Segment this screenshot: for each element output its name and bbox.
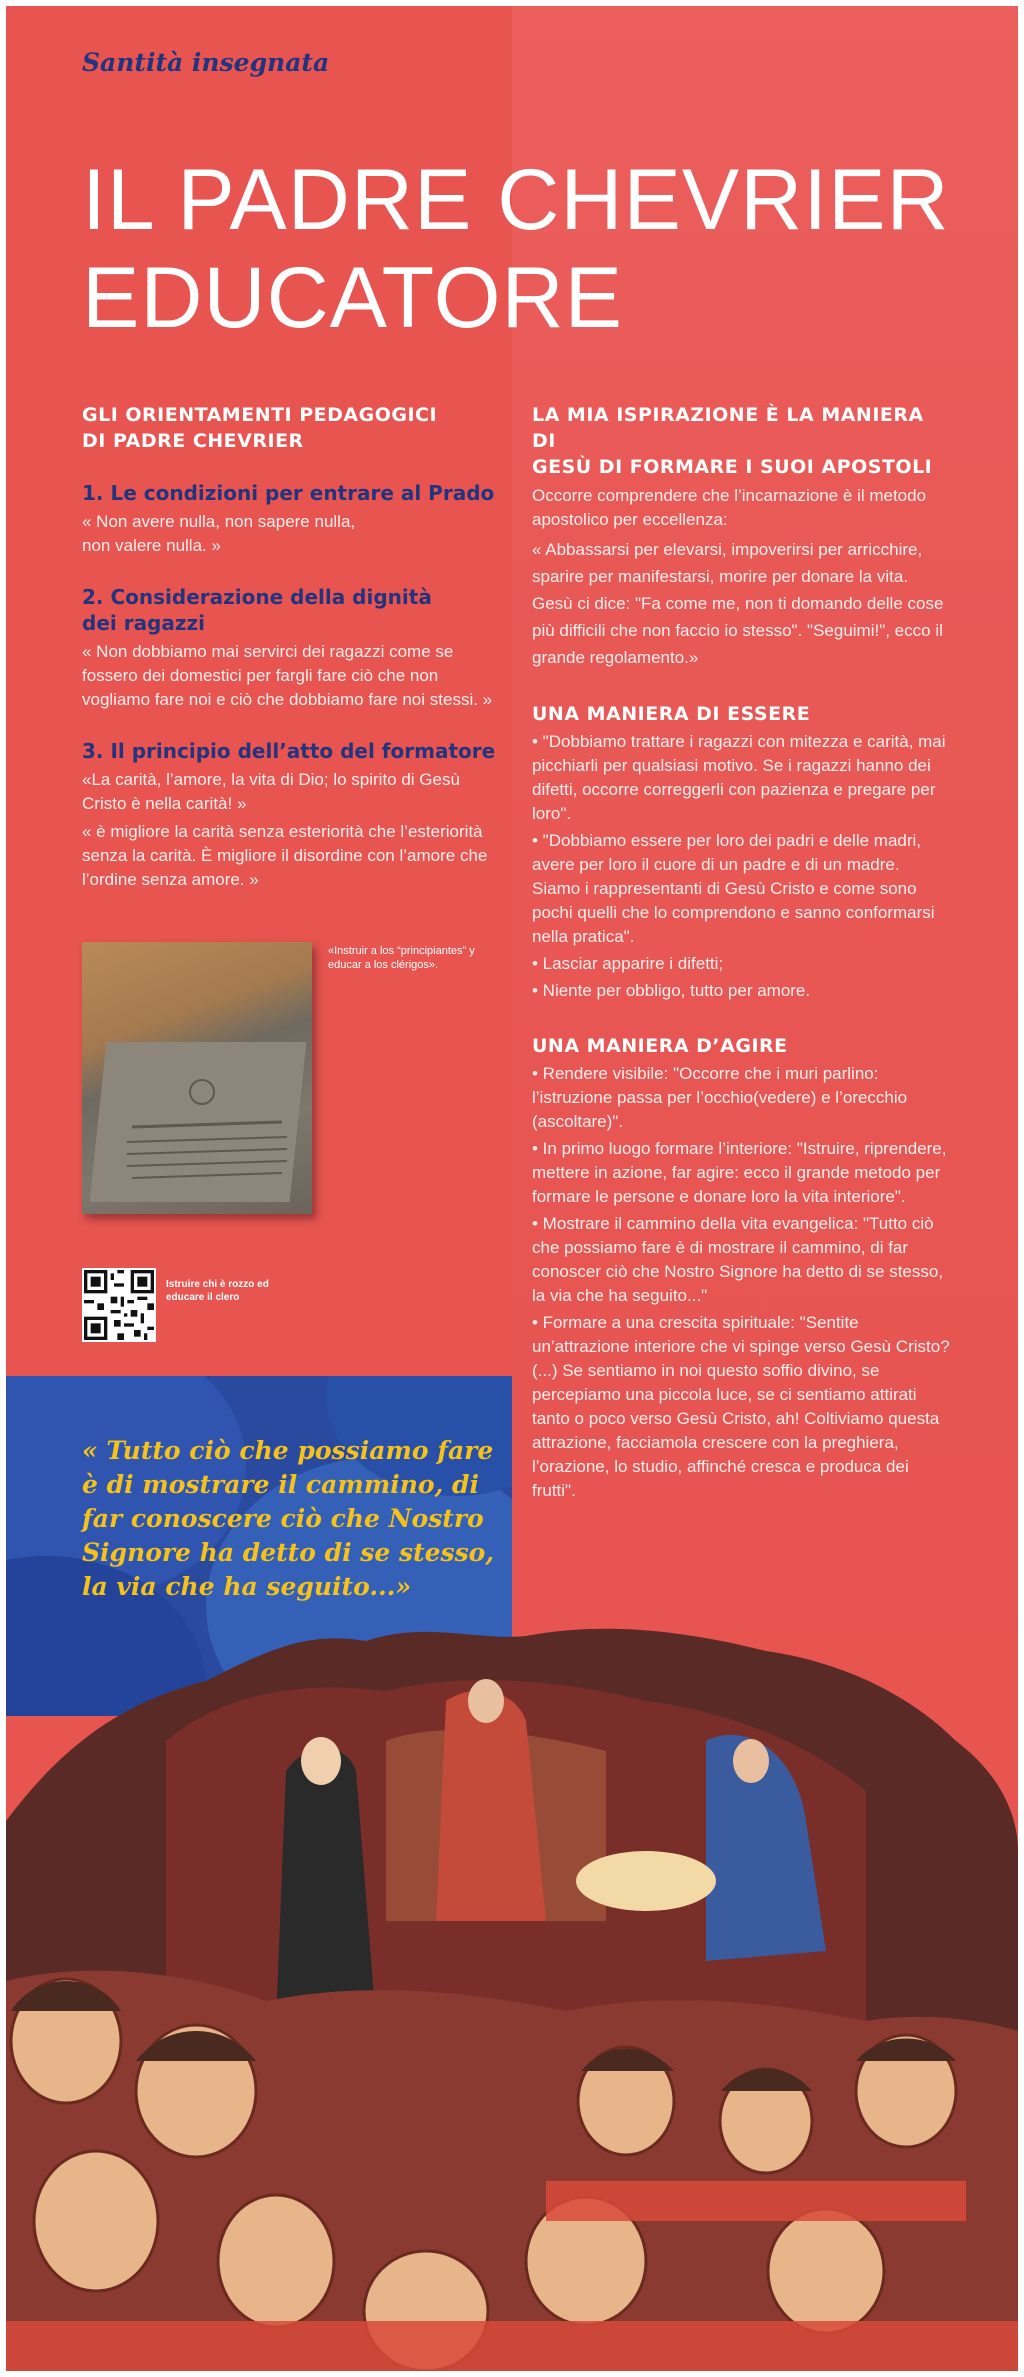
list-item: • Niente per obbligo, tutto per amore. <box>532 981 811 1000</box>
list-item: • Formare a una crescita spirituale: "Sentite un’attrazione interiore che vi spinge verso Gesù Cristo? (...) Se sentiamo in noi questo soffio divino, se percepiamo una piccola luce, se ci sentiamo attirati tanto o poco verso Gesù Cristo, ah! Coltiviamo questa attrazione, facciamola crescere con la preghiera, l’orazione, lo studio, affinché cresca e produca dei frutti". <box>532 1313 950 1500</box>
plaque-engraving <box>82 942 312 1214</box>
list-item: • Rendere visibile: "Occorre che i muri parlino: l’istruzione passa per l’occhio(vedere) e l’orecchio (ascoltare)". <box>532 1064 908 1131</box>
section-2-heading: UNA MANIERA DI ESSERE <box>532 703 811 725</box>
qr-caption: Istruire chi è rozzo ed educare il clero <box>166 1279 269 1303</box>
left-column <box>82 402 502 892</box>
list-item: • In primo luogo formare l’interiore: "Istruire, riprendere, mettere in azione, far agire: ecco il grande metodo per formare le persone e donare loro la vita interiore". <box>532 1139 947 1206</box>
list-item: • Lasciar apparire i difetti; <box>532 954 724 973</box>
series-title: Santità insegnata <box>82 48 330 77</box>
section-1-heading-line-2: GESÙ DI FORMARE I SUOI APOSTOLI <box>532 456 933 478</box>
section-3-heading: UNA MANIERA D’AGIRE <box>532 1035 788 1057</box>
left-heading-line-1: GLI ORIENTAMENTI PEDAGOGICI <box>82 404 438 426</box>
photo-caption: «Instruir a los “principiantes” y educar a los clérigos». <box>328 945 475 971</box>
item-1-title: 1. Le condizioni per entrare al Prado <box>82 481 495 505</box>
item-2-title: 2. Considerazione della dignità dei ragazzi <box>82 585 432 635</box>
title-line-2: EDUCATORE <box>82 250 623 346</box>
item-3-text-1: «La carità, l’amore, la vita di Dio; lo spirito di Gesù Cristo è nella carità! » <box>82 770 460 813</box>
list-item: • "Dobbiamo trattare i ragazzi con mitezza e carità, mai picchiarli per qualsiasi motivo. Se i ragazzi hanno dei difetti, occorre correggerli con pazienza e pregare per loro". <box>532 732 946 823</box>
right-column <box>532 402 952 1503</box>
left-heading-line-2: DI PADRE CHEVRIER <box>82 430 304 452</box>
section-1-heading-line-1: LA MIA ISPIRAZIONE È LA MANIERA DI <box>532 404 924 452</box>
title-line-1: IL PADRE CHEVRIER <box>82 152 950 248</box>
poster <box>6 6 1018 2371</box>
item-1-text: « Non avere nulla, non sapere nulla, non valere nulla. » <box>82 512 356 555</box>
pull-quote: « Tutto ciò che possiamo fare è di mostrare il cammino, di far conoscere ciò che Nostro Signore ha detto di se stesso, la via che ha seguito...» <box>82 1436 495 1601</box>
item-3-title: 3. Il principio dell’atto del formatore <box>82 739 496 763</box>
list-item: • "Dobbiamo essere per loro dei padri e delle madri, avere per loro il cuore di un padre e di un madre. Siamo i rappresentanti di Gesù Cristo e come sono pochi quelli che lo comprendono e sanno conformarsi nella pratica". <box>532 831 935 946</box>
qr-code-icon[interactable] <box>82 1268 156 1342</box>
list-item: • Mostrare il cammino della vita evangelica: "Tutto ciò che possiamo fare è di mostrare il cammino, di far conoscer ciò che Nostro Signore ha detto di se stesso, la via che ha seguito..." <box>532 1214 944 1305</box>
qr-pattern <box>84 1270 154 1340</box>
section-1-text-1: Occorre comprendere che l’incarnazione è il metodo apostolico per eccellenza: <box>532 486 927 529</box>
page-title <box>82 151 982 347</box>
section-1-text-2: « Abbassarsi per elevarsi, impoverirsi per arricchire, sparire per manifestarsi, morire per donare la vita. Gesù ci dice: "Fa come me, non ti domando delle cose più difficili che non faccio io stesso". "Seguimi!", ecco il grande regolamento.» <box>532 540 944 667</box>
memorial-plaque-photo <box>82 942 312 1214</box>
nativity-painting <box>6 1621 1018 2371</box>
item-2-text: « Non dobbiamo mai servirci dei ragazzi come se fossero dei domestici per fargli fare ciò che non vogliamo fare noi e ciò che dobbiamo fare noi stessi. » <box>82 642 493 709</box>
section-1-heading <box>532 402 952 480</box>
item-3-text-2: « è migliore la carità senza esteriorità che l’esteriorità senza la carità. È migliore il disordine con l’amore che l’ordine senza amore. » <box>82 822 488 889</box>
left-heading <box>82 402 502 454</box>
